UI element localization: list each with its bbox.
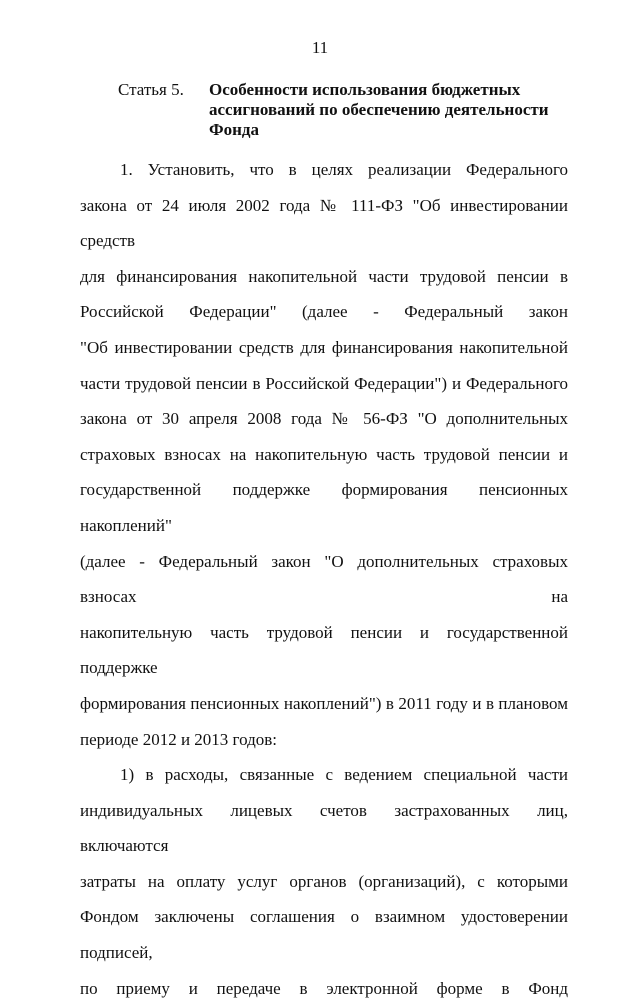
text-line: индивидуальных лицевых счетов застрахованных лиц, включаются bbox=[80, 800, 568, 856]
text-line: части трудовой пенсии в Российской Федерации") и Федерального bbox=[80, 373, 568, 393]
text-line: Российской Федерации" (далее - Федеральный закон bbox=[80, 302, 568, 322]
text-line: закона от 24 июля 2002 года № 111-ФЗ "Об инвестировании средств bbox=[80, 195, 568, 251]
page-number: 11 bbox=[311, 38, 329, 57]
text-line: государственной поддержке формирования пенсионных накоплений" bbox=[80, 480, 568, 535]
text-line: 1) в расходы, связанные с ведением специальной части bbox=[120, 765, 568, 785]
text-line: накопительную часть трудовой пенсии и государственной поддержке bbox=[80, 622, 568, 678]
text-line: 1. Установить, что в целях реализации Федерального bbox=[120, 160, 568, 179]
text-line: Фондом заключены соглашения о взаимном удостоверении подписей, bbox=[80, 907, 568, 963]
paragraph-2 bbox=[80, 757, 568, 1006]
text-line: закона от 30 апреля 2008 года № 56-ФЗ "О дополнительных bbox=[80, 409, 568, 429]
text-line: периоде 2012 и 2013 годов: bbox=[80, 729, 278, 749]
text-line: формирования пенсионных накоплений") в 2011 году и в плановом bbox=[80, 693, 568, 713]
text-line: для финансирования накопительной части трудовой пенсии в bbox=[80, 266, 568, 286]
article-label: Статья 5. bbox=[118, 80, 184, 99]
text-line: страховых взносах на накопительную часть трудовой пенсии и bbox=[80, 444, 568, 464]
document-body bbox=[80, 152, 568, 1006]
text-line: затраты на оплату услуг органов (организаций), с которыми bbox=[80, 871, 568, 891]
text-line: по приему и передаче в электронной форме в Фонд bbox=[80, 978, 568, 998]
article-title: Особенности использования бюджетных ассигнований по обеспечению деятельности Фонда bbox=[209, 80, 549, 139]
paragraph-1 bbox=[80, 152, 568, 757]
text-line: "Об инвестировании средств для финансирования накопительной bbox=[80, 337, 568, 357]
text-line: (далее - Федеральный закон "О дополнительных страховых взносах на bbox=[80, 551, 568, 607]
